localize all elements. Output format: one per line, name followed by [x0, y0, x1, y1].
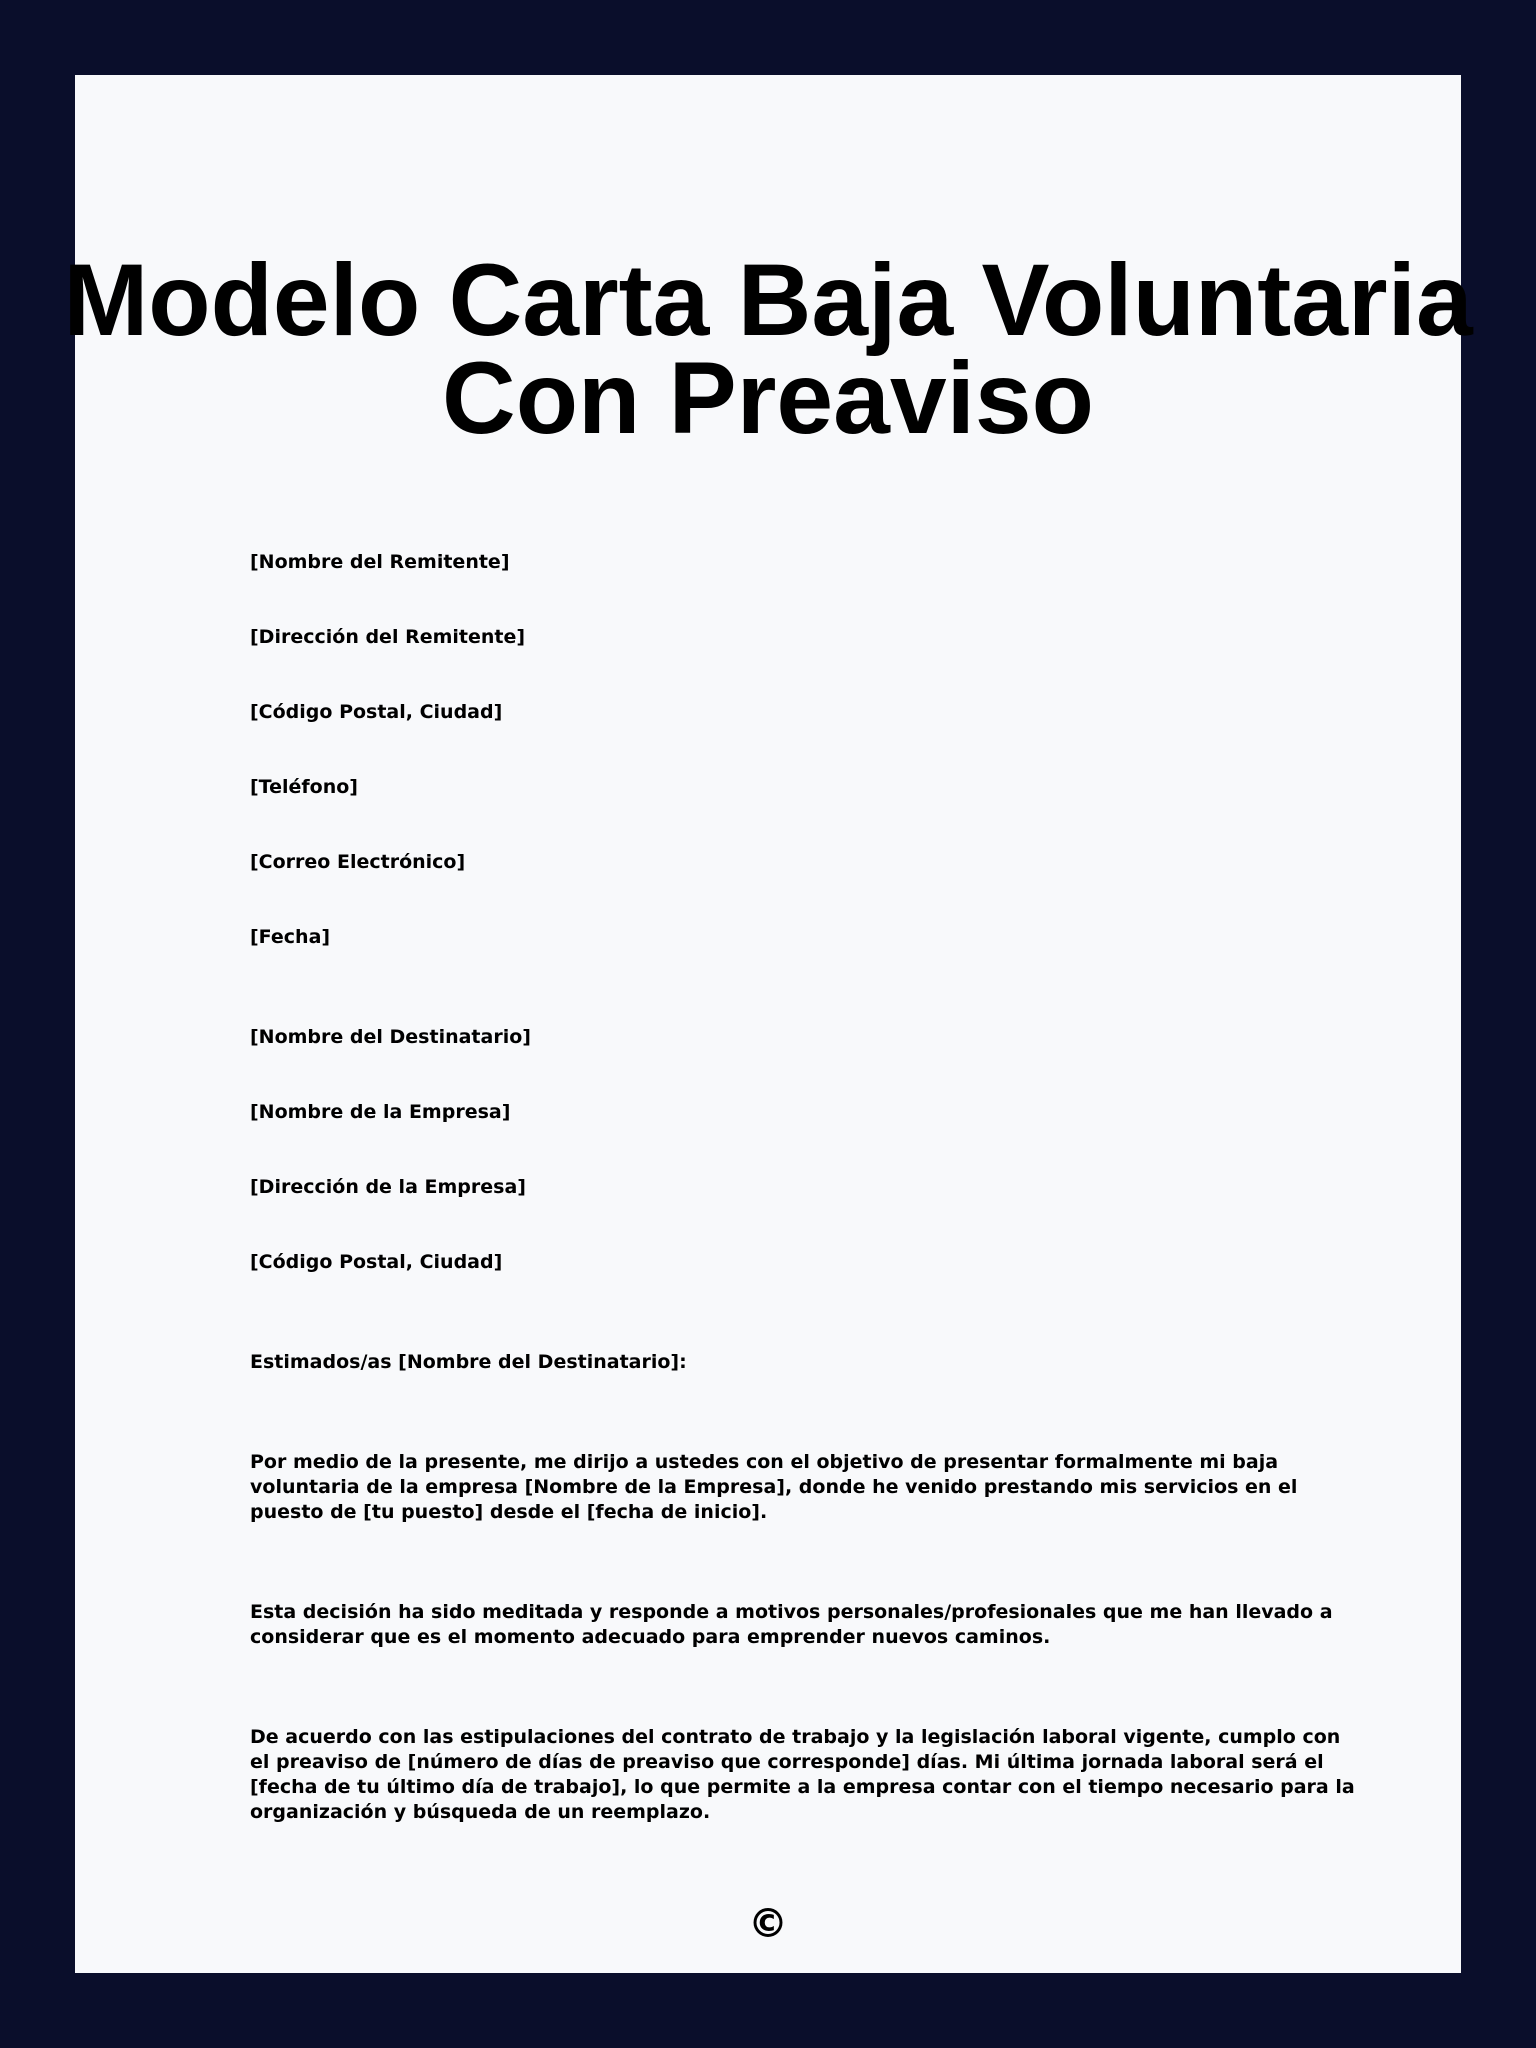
sender-postal-city: [Código Postal, Ciudad] — [250, 701, 503, 723]
letter-date: [Fecha] — [250, 926, 331, 948]
recipient-postal-city: [Código Postal, Ciudad] — [250, 1251, 503, 1273]
recipient-company-address: [Dirección de la Empresa] — [250, 1176, 526, 1198]
paragraph-1: Por medio de la presente, me dirijo a ustedes con el objetivo de presentar formalmente mi baja voluntaria de la empresa [Nombre de la Empresa], donde he venido prestando mis servicios en el puesto de [tu puesto] desde el [fecha de inicio]. — [250, 1451, 1298, 1523]
title-line-1: Modelo Carta Baja Voluntaria — [63, 243, 1473, 357]
copyright-icon: © — [748, 1901, 788, 1947]
document-page — [63, 75, 1473, 1973]
title-line-2: Con Preaviso — [442, 341, 1094, 455]
recipient-name: [Nombre del Destinatario] — [250, 1026, 531, 1048]
paragraph-2: Esta decisión ha sido meditada y responde a motivos personales/profesionales que me han llevado a considerar que es el momento adecuado para emprender nuevos caminos. — [250, 1601, 1333, 1648]
sender-name: [Nombre del Remitente] — [250, 551, 510, 573]
salutation: Estimados/as [Nombre del Destinatario]: — [250, 1351, 687, 1373]
document-title — [55, 243, 1481, 455]
sender-email: [Correo Electrónico] — [250, 851, 466, 873]
sender-phone: [Teléfono] — [250, 776, 358, 798]
sender-address: [Dirección del Remitente] — [250, 626, 526, 648]
letter-body — [250, 550, 1360, 1900]
recipient-company: [Nombre de la Empresa] — [250, 1101, 511, 1123]
paragraph-3: De acuerdo con las estipulaciones del contrato de trabajo y la legislación laboral vigente, cumplo con el preaviso de [número de días de preaviso que corresponde] días. Mi última jornada laboral será el [fecha de tu último día de trabajo], lo que permite a la empresa contar con el tiempo necesario para la organización y búsqueda de un reemplazo. — [250, 1726, 1355, 1823]
